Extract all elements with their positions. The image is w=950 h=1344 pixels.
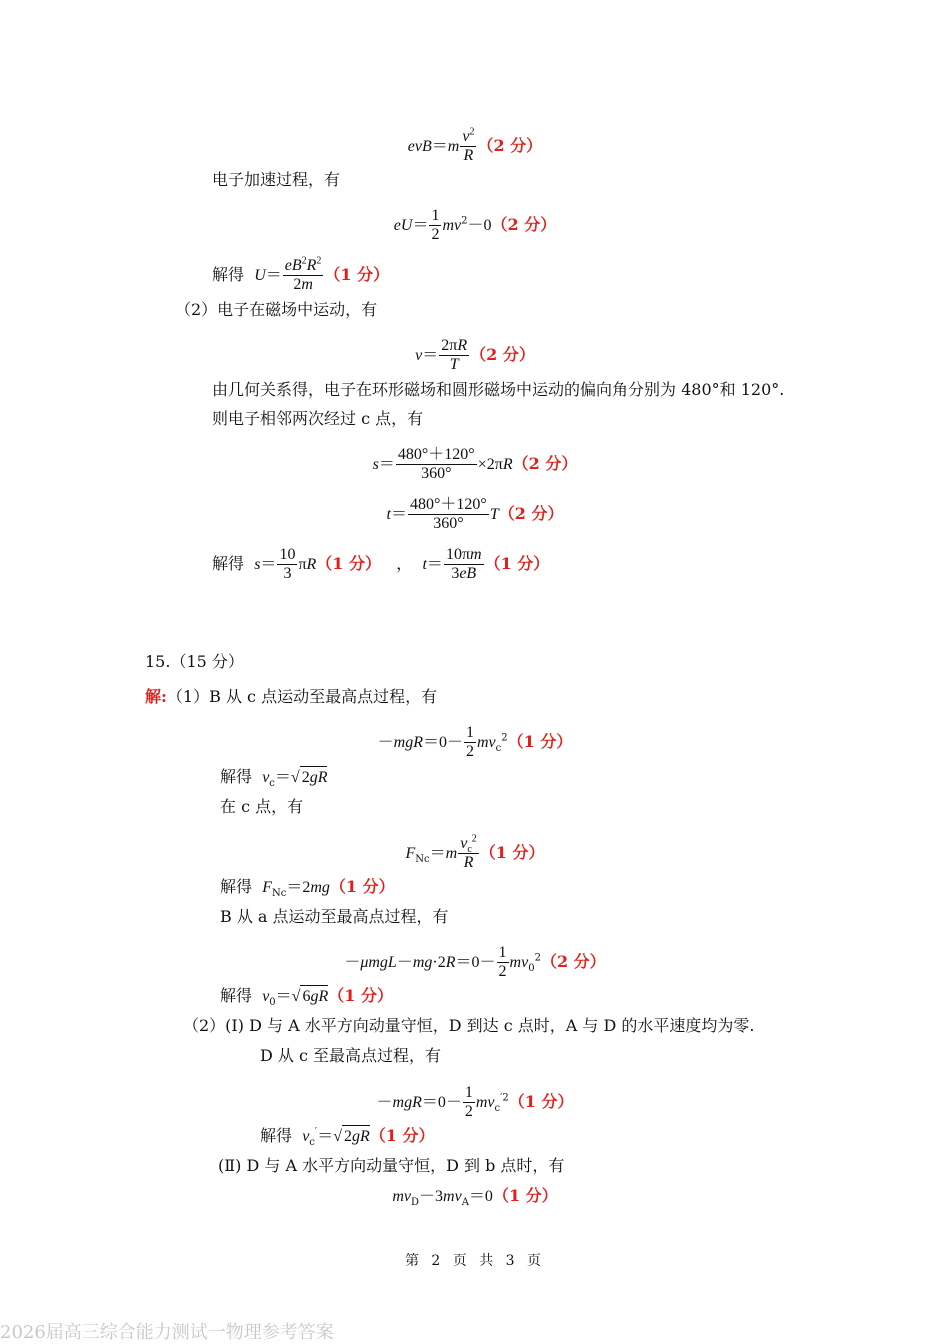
solve-label: 解得 <box>220 986 253 1005</box>
score-label: （1 分） <box>508 1092 574 1111</box>
text-line: D 从 c 至最高点过程，有 <box>260 1046 442 1065</box>
score-label: （2 分） <box>540 952 606 971</box>
text-line: 在 c 点，有 <box>220 797 304 816</box>
text-line: （2）电子在磁场中运动，有 <box>175 300 378 319</box>
score-label: （2 分） <box>512 454 578 473</box>
text-line: 电子加速过程，有 <box>212 170 341 189</box>
score-label: （1 分） <box>316 554 382 573</box>
score-label: （1 分） <box>507 732 573 751</box>
equation-energy: eU＝ $\frac{1}{2}$ $mv^2-0(2$ 分） <box>393 207 557 243</box>
equation-result-u: 解得 U＝ $\frac{eB^2R^2}{2m}$ （1 分） <box>212 255 390 293</box>
solve-label: 解得 <box>220 767 253 786</box>
equation-result-st: 解得 s＝ $\frac{10}{3}$ πR（1 分） ， t＝ $\frac{10\pi m}{3eB}$ （1 分） <box>212 546 550 582</box>
watermark: 2026届高三综合能力测试一物理参考答案 <box>0 1322 334 1343</box>
solve-label: 解得 <box>212 265 245 284</box>
equation-result-v0: 解得 $v_0=√$ 6gR（1 分） <box>220 986 393 1009</box>
score-label: （2 分） <box>477 136 543 155</box>
score-label: （2 分） <box>498 504 564 523</box>
page-footer: 第 2 页 共 3 页 <box>404 1253 546 1269</box>
text-line: （2）(Ⅰ) D 与 A 水平方向动量守恒，D 到达 c 点时，A 与 D 的水平速度均为零. <box>183 1016 755 1035</box>
equation-result-fnc: 解得 $F_{Nc}=2mg(1$ 分） <box>220 877 395 900</box>
equation-normal-force: $F_{Nc}=m$ $\frac{v_c^2}{R}$ （1 分） <box>405 833 545 871</box>
equation-velocity: v＝ $\frac{2\pi R}{T}$ （2 分） <box>415 337 535 373</box>
score-label: （2 分） <box>491 215 557 234</box>
equation-momentum: $mv_D-3mv_A=0(1$ 分） <box>392 1186 558 1209</box>
text-line: B 从 a 点运动至最高点过程，有 <box>220 907 449 926</box>
equation-energy-c: －mgR＝0－ $\frac{1}{2}$ $mv_c^2(1$ 分） <box>377 724 573 760</box>
equation-time: t＝ $\frac{480^\circ+120^\circ}{360^\circ}$ T（2 分） <box>386 496 564 532</box>
solve-label: 解得 <box>260 1126 293 1145</box>
score-label: （1 分） <box>484 554 550 573</box>
solve-label: 解得 <box>212 554 245 573</box>
equation-result-vcprime: 解得 $v_c'=√$ 2gR（1 分） <box>260 1126 435 1149</box>
equation-distance: s＝ $\frac{480^\circ+120^\circ}{360^\circ}$ ×2πR（2 分） <box>372 446 578 482</box>
text-line: 由几何关系得，电子在环形磁场和圆形磁场中运动的偏向角分别为 480°和 120°. <box>212 380 785 399</box>
equation-lorentz: evB＝m $\frac{v^2}{R}$ （2 分） <box>407 126 543 164</box>
solution-label: 解: <box>145 687 167 706</box>
equation-result-vc: 解得 $v_c=√$ 2gR <box>220 767 328 790</box>
score-label: （2 分） <box>470 345 535 364</box>
score-label: （1 分） <box>329 877 395 896</box>
equation-energy-a: －μmgL－mg·2R＝0－ $\frac{1}{2}$ $mv_0^2(2$ 分） <box>344 944 606 980</box>
text-line: 则电子相邻两次经过 c 点，有 <box>212 409 424 428</box>
solution-line: 解:（1）B 从 c 点运动至最高点过程，有 <box>145 687 438 706</box>
equation-energy-d: －mgR＝0－ $\frac{1}{2}$ $mv_c^{'2}(1$ 分） <box>376 1084 574 1120</box>
score-label: （1 分） <box>328 986 393 1005</box>
solve-label: 解得 <box>220 877 253 896</box>
question-title: 15.（15 分） <box>145 652 244 671</box>
score-label: （1 分） <box>492 1186 558 1205</box>
score-label: （1 分） <box>324 265 390 284</box>
score-label: （1 分） <box>369 1126 435 1145</box>
text-line: (Ⅱ) D 与 A 水平方向动量守恒，D 到 b 点时，有 <box>218 1156 565 1175</box>
score-label: （1 分） <box>479 843 545 862</box>
